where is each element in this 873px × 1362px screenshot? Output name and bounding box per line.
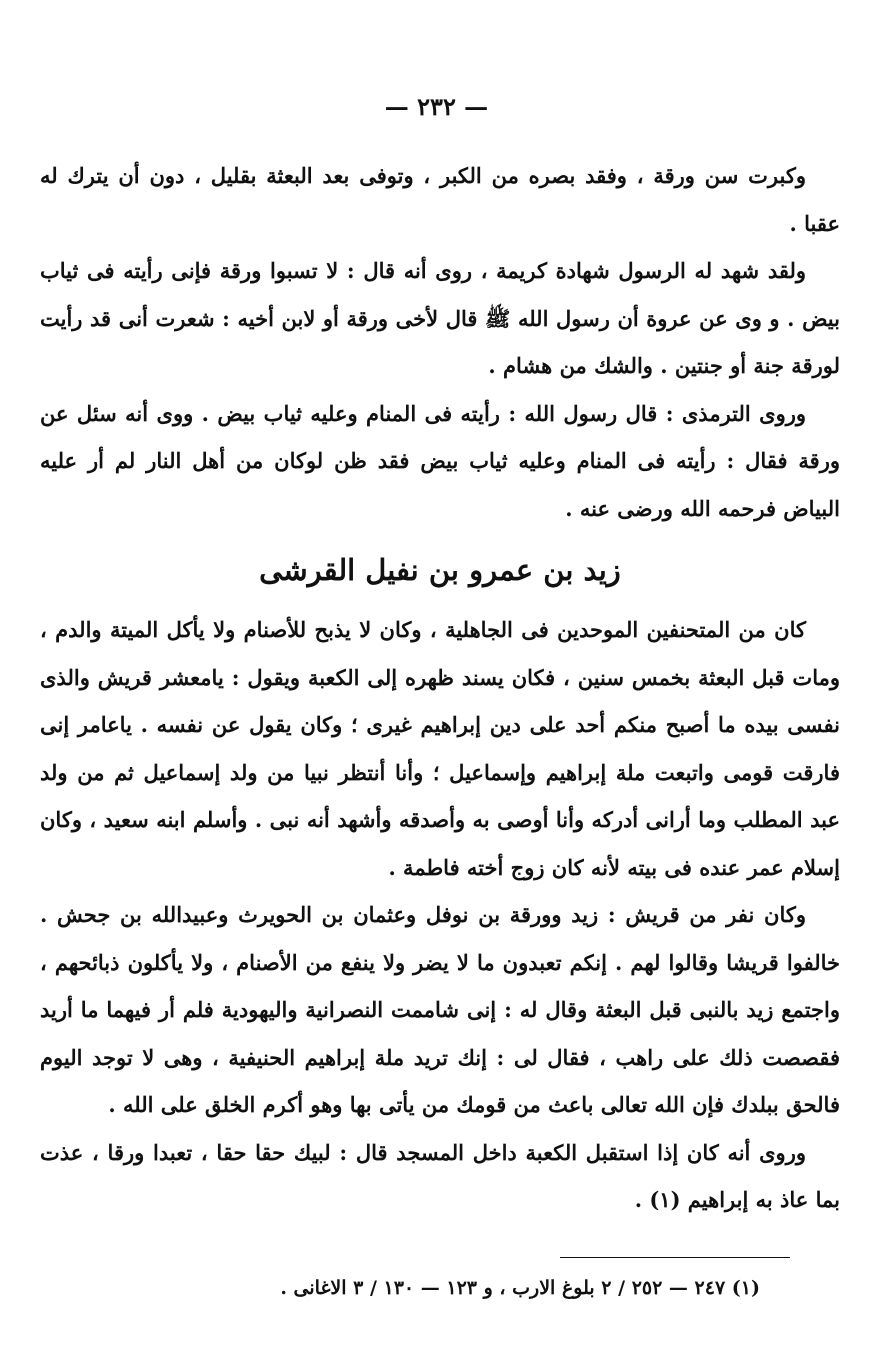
footnote-divider: [560, 1257, 790, 1258]
body-text: [40, 152, 840, 1224]
section-heading: زيد بن عمرو بن نفيل القرشى: [259, 553, 621, 587]
paragraph: كان من المتحنفين الموحدين فى الجاهلية ، وكان لا يذبح للأصنام ولا يأكل الميتة والدم ، ومات قبل البعثة بخمس سنين ، فكان يسند ظهره إلى الكعبة ويقول : يامعشر قريش والذى نفسى بيده ما أصبح منكم أحد على دين إبراهيم غيرى ؛ وكان يقول عن نفسه . ياعامر إنى فارقت قومى واتبعت ملة إبراهيم وإسماعيل ؛ وأنا أنتظر نبيا من ولد إسماعيل ثم من ولد عبد المطلب وما أرانى أدركه وأنا أوصى به وأصدقه وأشهد أنه نبى . وأسلم ابنه سعيد ، وكان إسلام عمر عنده فى بيته لأنه كان زوج أخته فاطمة .: [40, 617, 840, 880]
paragraph: وكبرت سن ورقة ، وفقد بصره من الكبر ، وتوفى بعد البعثة بقليل ، دون أن يترك له عقبا .: [40, 163, 840, 236]
paragraph: ولقد شهد له الرسول شهادة كريمة ، روى أنه قال : لا تسبوا ورقة فإنى رأيته فى ثياب بيض . و وى عن عروة أن رسول الله ﷺ قال لأخى ورقة أو لابن أخيه : شعرت أنى قد رأيت لورقة جنة أو جنتين . والشك من هشام .: [40, 258, 840, 378]
paragraph: وكان نفر من قريش : زيد وورقة بن نوفل وعثمان بن الحويرث وعبيدالله بن جحش . خالفوا قريشا وقالوا لهم . إنكم تعبدون ما لا يضر ولا ينفع من الأصنام ، ولا يأكلون ذبائحهم ، واجتمع زيد بالنبى قبل البعثة وقال له : إنى شاممت النصرانية واليهودية فلم أر فيهما ما أريد فقصصت ذلك على راهب ، فقال لى : إنك تريد ملة إبراهيم الحنيفية ، وهى لا توجد اليوم فالحق ببلدك فإن الله تعالى باعث من قومك من يأتى بها وهو أكرم الخلق على الله .: [40, 902, 840, 1117]
paragraph: وروى الترمذى : قال رسول الله : رأيته فى المنام وعليه ثياب بيض . ووى أنه سئل عن ورقة فقال : رأيته فى المنام وعليه ثياب بيض فقد ظن لوكان من أهل النار لم أر عليه البياض فرحمه الله ورضى عنه .: [40, 400, 840, 521]
paragraph: وروى أنه كان إذا استقبل الكعبة داخل المسجد قال : لبيك حقا حقا ، تعبدا ورقا ، عذت بما عاذ به إبراهيم (١) .: [40, 1139, 840, 1212]
footnote: (١) ٢٤٧ — ٢٥٢ / ٢ بلوغ الارب ، و ١٢٣ — ١٣٠ / ٣ الاغانى .: [280, 1277, 760, 1299]
page-number: — ٢٣٢ —: [384, 92, 489, 121]
